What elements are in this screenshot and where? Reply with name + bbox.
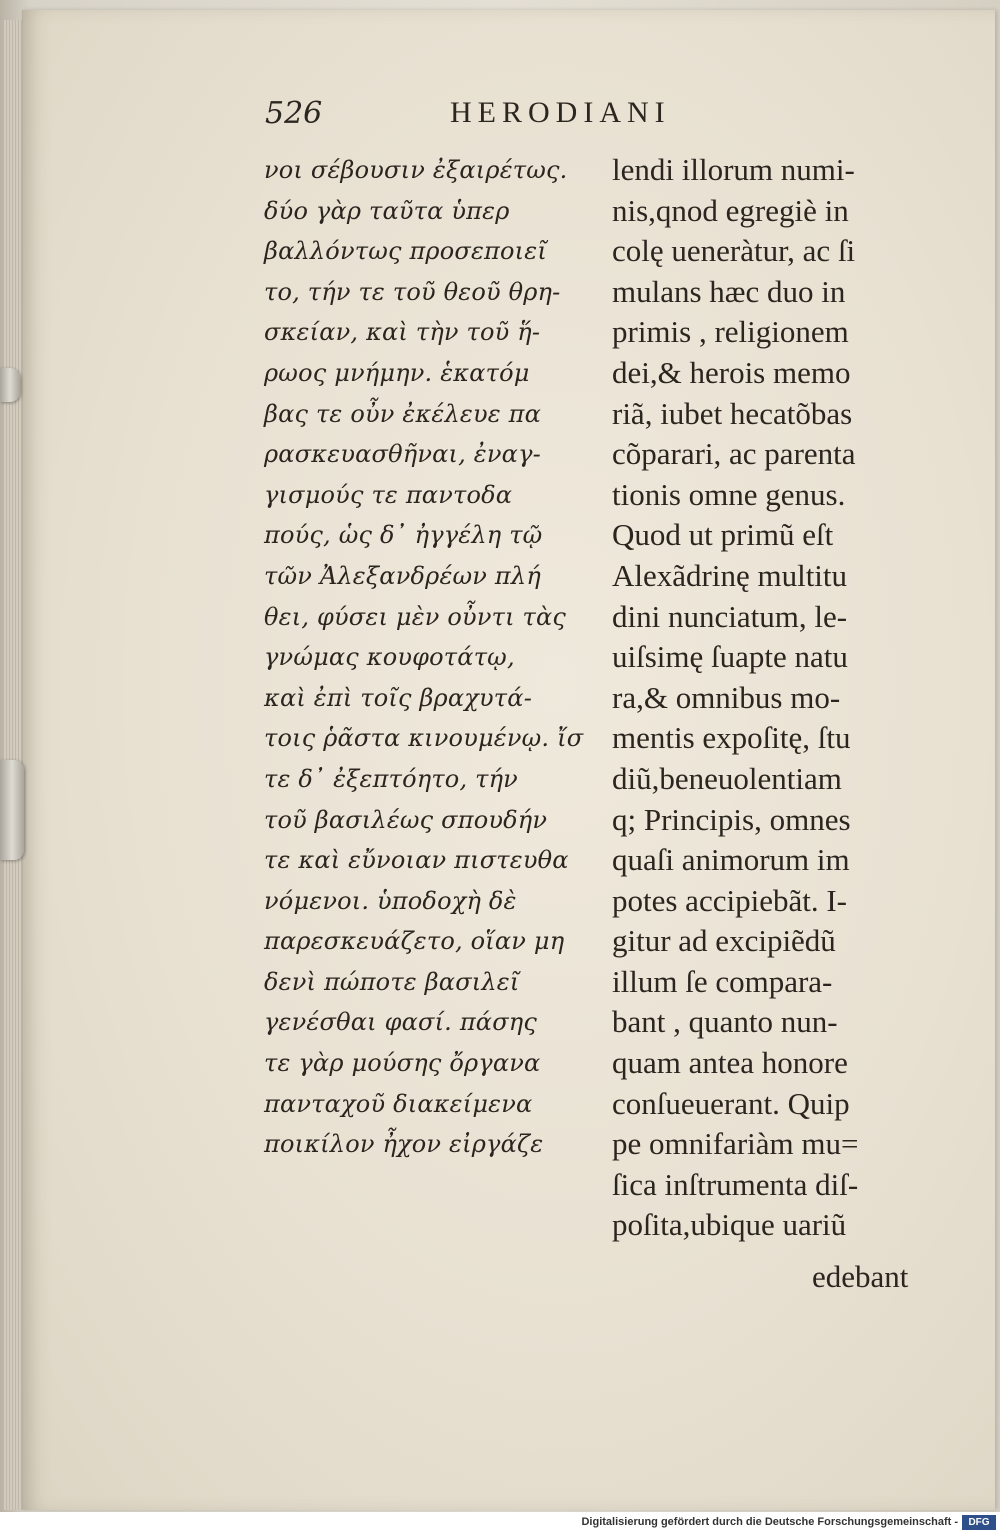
latin-text-line: Alexãdrinę multitu [612, 557, 848, 593]
page-clip-small [0, 368, 20, 402]
greek-text-line: καὶ ἐπὶ τοῖς βραχυτά- [264, 683, 533, 712]
latin-text-line: nis,qnod egregiè in [612, 192, 849, 228]
latin-text-line: quam antea honore [612, 1045, 848, 1081]
latin-text-line: tionis omne genus. [612, 476, 846, 512]
greek-text-line: νοι σέβουσιν ἐξαιρέτως. [264, 156, 568, 184]
greek-text-line: γενέσθαι φασί. πάσης [264, 1008, 538, 1037]
latin-text-line: uiſsimę ſuapte natu [612, 639, 848, 675]
greek-text-line: τοις ῥᾶστα κινουμένῳ. ἴσ [264, 724, 584, 753]
greek-column [264, 150, 604, 1165]
latin-text-line: potes accipiebãt. I- [612, 882, 847, 918]
greek-text-line: πούς, ὡς δ᾽ ἠγγέλη τῷ [264, 521, 543, 550]
greek-text-line: ρωος μνήμην. ἑκατόμ [264, 358, 530, 387]
greek-text-line: πανταχοῦ διακείμενα [264, 1089, 533, 1118]
latin-text-line: gitur ad excipiẽdũ [612, 923, 836, 959]
latin-text-line: colę ueneràtur, ac ſi [612, 233, 856, 269]
funding-credit: Digitalisierung gefördert durch die Deutsche Forschungsgemeinschaft - [581, 1516, 958, 1528]
latin-text-line: illum ſe compara- [612, 963, 833, 999]
latin-text-line: cõparari, ac parenta [612, 436, 856, 472]
greek-text-line: θει, φύσει μὲν οὖντι τὰς [264, 602, 567, 631]
greek-text-line: παρεσκευάζετο, οἵαν μη [264, 927, 565, 956]
greek-text-line: σκείαν, καὶ τὴν τοῦ ἥ- [264, 318, 541, 347]
greek-text-line: τοῦ βασιλέως σπουδήν [264, 805, 548, 834]
greek-text-line: τε γὰρ μούσης ὄργανα [264, 1049, 541, 1078]
digitization-footer [0, 1512, 1000, 1534]
greek-text-line: τε δ᾽ ἐξεπτόητο, τήν [264, 764, 518, 793]
catchword: edebant [812, 1259, 909, 1294]
greek-text-line: νόμενοι. ὑποδοχὴ δὲ [264, 886, 517, 915]
latin-text-line: q; Principis, omnes [612, 801, 851, 837]
greek-text-line: γνώμας κουφοτάτῳ, [264, 643, 515, 672]
greek-text-line: δύο γὰρ ταῦτα ὑπερ [264, 196, 510, 225]
latin-text-line: ra,& omnibus mo- [612, 679, 841, 715]
latin-text-line: dei,& herois memo [612, 354, 851, 390]
latin-text-line: quaſi animorum im [612, 842, 850, 878]
latin-text-line: ſica inſtrumenta diſ- [612, 1166, 859, 1202]
greek-text-line: ρασκευασθῆναι, ἐναγ- [264, 440, 541, 469]
latin-text-line: mulans hæc duo in [612, 273, 846, 309]
latin-text-line: bant , quanto nun- [612, 1004, 838, 1040]
page-header [265, 96, 925, 136]
latin-text-line: lendi illorum numi- [612, 152, 855, 187]
greek-text-line: βας τε οὖν ἐκέλευε πα [264, 399, 542, 428]
latin-text-line: poſita,ubique uariũ [612, 1207, 847, 1243]
latin-text-line: mentis expoſitę, ſtu [612, 720, 851, 756]
greek-text-line: βαλλόντως προσεποιεῖ [264, 237, 547, 266]
latin-text-line: Quod ut primũ eſt [612, 517, 834, 553]
page-clip [0, 760, 24, 860]
greek-text-line: τε καὶ εὔνοιαν πιστευθα [264, 846, 569, 875]
latin-text-line: conſueuerant. Quip [612, 1085, 850, 1121]
latin-text-line: riã, iubet hecatõbas [612, 395, 853, 431]
greek-text-line: τῶν Ἀλεξανδρέων πλή [264, 561, 541, 590]
latin-text-line: dini nunciatum, le- [612, 598, 848, 634]
running-title: HERODIANI [450, 96, 671, 129]
greek-text-line: το, τήν τε τοῦ θεοῦ θρη- [264, 277, 561, 306]
greek-text-line: γισμούς τε παντοδα [264, 480, 513, 509]
latin-text-line: diũ,beneuolentiam [612, 760, 842, 796]
latin-text-line: pe omnifariàm mu= [612, 1126, 859, 1162]
greek-text-line: ποικίλον ἦχον εἰργάζε [264, 1130, 544, 1159]
latin-text-line: primis , religionem [612, 314, 849, 350]
greek-text-line: δενὶ πώποτε βασιλεῖ [264, 967, 520, 996]
dfg-logo: DFG [962, 1515, 996, 1530]
latin-column [612, 150, 942, 1246]
page-number: 526 [265, 96, 323, 131]
